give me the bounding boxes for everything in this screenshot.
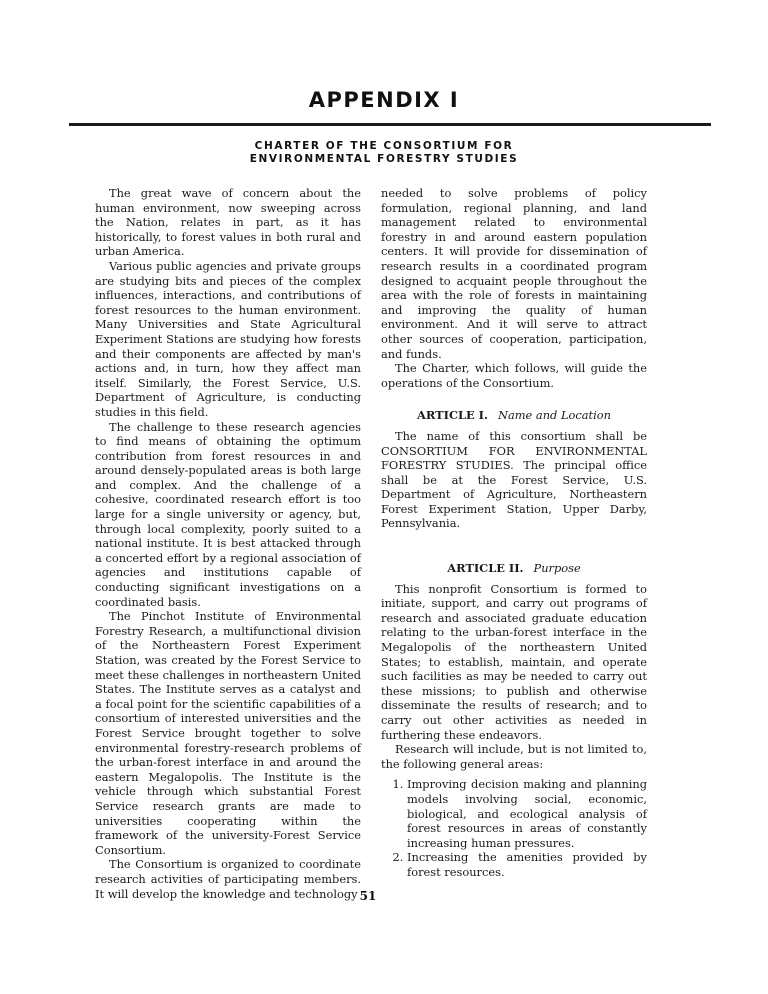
- horizontal-rule: [69, 123, 711, 126]
- article-1-heading: [381, 408, 647, 423]
- paragraph: The Charter, which follows, will guide the operations of the Consortium.: [381, 361, 647, 390]
- right-column: [381, 186, 647, 880]
- article-2-heading: [381, 561, 647, 576]
- charter-title-line-2: ENVIRONMENTAL FORESTRY STUDIES: [249, 153, 519, 165]
- page-number: 51: [359, 889, 377, 903]
- article-2-title: Purpose: [533, 561, 581, 576]
- list-item: 1. Improving decision making and planning models involving social, economic, biological, and ecological analysis of forest resources in areas of constantly increasing human pressures.: [407, 777, 647, 850]
- appendix-title: APPENDIX I: [308, 88, 460, 112]
- article-1-number: ARTICLE I.: [417, 408, 488, 423]
- paragraph: The Consortium is organized to coordinate research activities of participating members. It will develop the knowledge and technology: [95, 857, 361, 901]
- left-column: [95, 186, 361, 901]
- paragraph: Various public agencies and private groups are studying bits and pieces of the complex influences, interactions, and contributions of forest resources to the human environment. Many Universities and State Agricultural Experiment Stations are studying how forests and their components are affected by man's actions and, in turn, how they affect man itself. Similarly, the Forest Service, U.S. Department of Agriculture, is conducting studies in this field.: [95, 258, 361, 419]
- article-1-text: The name of this consortium shall be CONSORTIUM FOR ENVIRONMENTAL FORESTRY STUDIES. The principal office shall be at the Forest Service, U.S. Department of Agriculture, Northeastern Forest Experiment Station, Upper Darby, Pennsylvania.: [381, 428, 647, 531]
- charter-title: [0, 140, 768, 166]
- paragraph: The challenge to these research agencies to find means of obtaining the optimum contribution from forest resources in and around densely-populated areas is both large and complex. And the challenge of a cohesive, coordinated research effort is too large for a single university or agency, but, through local complexity, poorly suited to a national institute. It is best attacked through a concerted effort by a regional association of agencies and institutions capable of conducting significant investigations on a coordinated basis.: [95, 419, 361, 609]
- paragraph: This nonprofit Consortium is formed to initiate, support, and carry out programs of research and associated graduate education relating to the urban-forest interface in the Megalopolis of the northeastern United States; to establish, maintain, and operate such facilities as may be needed to carry out these missions; to publish and otherwise disseminate the results of research; and to carry out other activities as needed in furthering these endeavors.: [381, 581, 647, 742]
- research-areas-list: [381, 777, 647, 879]
- paragraph: The Pinchot Institute of Environmental Forestry Research, a multifunctional division of the Northeastern Forest Experiment Station, was created by the Forest Service to meet these challenges in northeastern United States. The Institute serves as a catalyst and a focal point for the scientific capabilities of a consortium of interested universities and the Forest Service brought together to solve environmental forestry-research problems of the urban-forest interface in and around the eastern Megalopolis. The Institute is the vehicle through which substantial Forest Service research grants are made to universities cooperating within the framework of the university-Forest Service Consortium.: [95, 609, 361, 857]
- article-1-title: Name and Location: [497, 408, 611, 423]
- paragraph: needed to solve problems of policy formulation, regional planning, and land management related to environmental forestry in and around eastern population centers. It will provide for dissemination of research results in a coordinated program designed to acquaint people throughout the area with the role of forests in maintaining and improving the quality of human environment. And it will serve to attract other sources of cooperation, participation, and funds.: [381, 186, 647, 361]
- spacer: [381, 531, 647, 561]
- list-item: 2. Increasing the amenities provided by forest resources.: [407, 850, 647, 879]
- article-2-number: ARTICLE II.: [447, 561, 524, 576]
- spacer: [381, 390, 647, 408]
- charter-title-line-1: CHARTER OF THE CONSORTIUM FOR: [254, 140, 514, 152]
- paragraph: The great wave of concern about the human environment, now sweeping across the Nation, relates in part, as it has historically, to forest values in both rural and urban America.: [95, 186, 361, 259]
- paragraph: Research will include, but is not limited to, the following general areas:: [381, 742, 647, 771]
